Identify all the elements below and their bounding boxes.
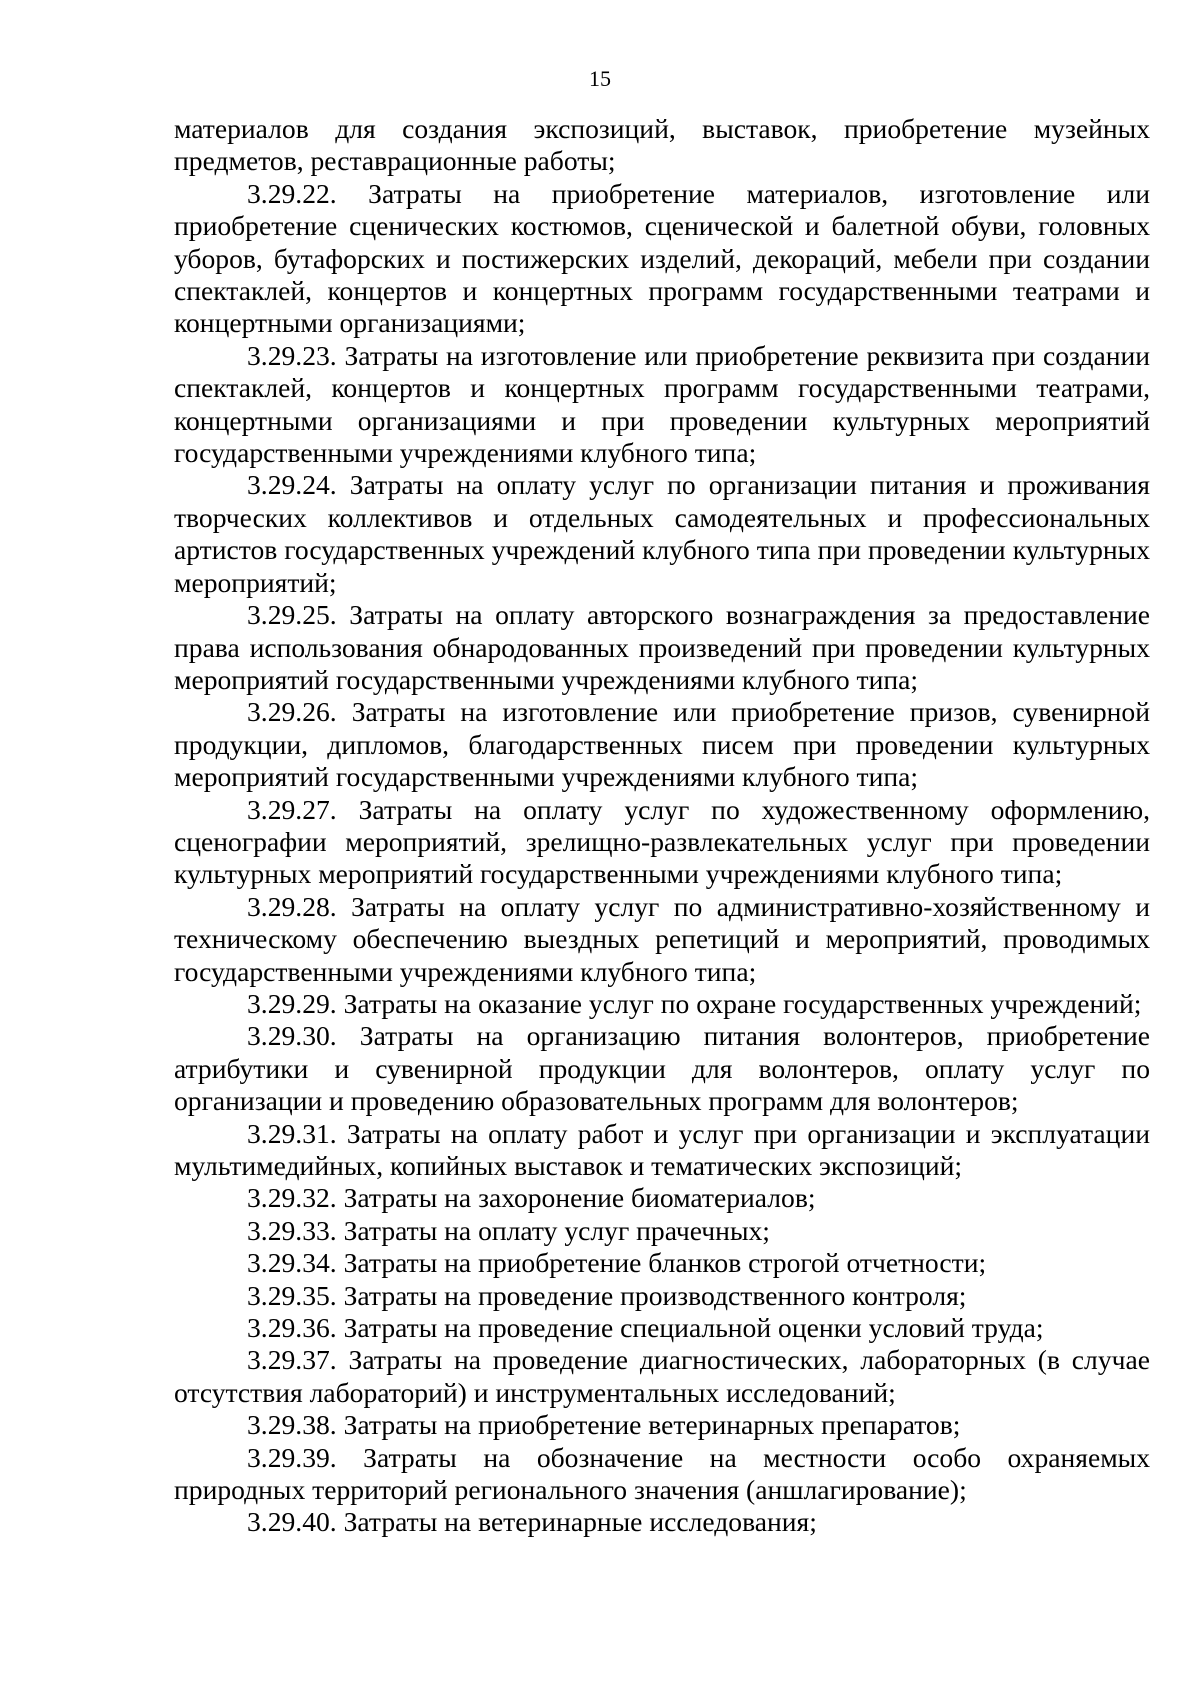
clause-3-29-34: 3.29.34. Затраты на приобретение бланков строгой отчетности; (247, 1247, 987, 1279)
clause-3-29-23: 3.29.23. Затраты на изготовление или приобретение реквизита при создании спектаклей, концертов и концертных программ государственными театрами, концертными организациями и при проведении культурных мероприятий государственными учреждениями клубного типа; (174, 339, 1150, 469)
paragraph-continuation: материалов для создания экспозиций, выставок, приобретение музейных предметов, реставрационные работы; (174, 113, 1150, 177)
clause-3-29-39: 3.29.39. Затраты на обозначение на местности особо охраняемых природных территорий регионального значения (аншлагирование); (174, 1441, 1150, 1506)
clause-3-29-25: 3.29.25. Затраты на оплату авторского вознаграждения за предоставление права использования обнародованных произведений при проведении культурных мероприятий государственными учреждениями клубного типа; (174, 599, 1150, 695)
clause-3-29-36: 3.29.36. Затраты на проведение специальной оценки условий труда; (247, 1312, 1044, 1344)
clause-3-29-35: 3.29.35. Затраты на проведение производственного контроля; (247, 1279, 967, 1311)
clause-3-29-37: 3.29.37. Затраты на проведение диагностических, лабораторных (в случае отсутствия лабораторий) и инструментальных исследований; (174, 1344, 1150, 1408)
clause-3-29-32: 3.29.32. Затраты на захоронение биоматериалов; (247, 1182, 816, 1214)
clause-3-29-28: 3.29.28. Затраты на оплату услуг по административно-хозяйственному и техническому обеспечению выездных репетиций и мероприятий, проводимых государственными учреждениями клубного типа; (174, 890, 1150, 987)
clause-3-29-22: 3.29.22. Затраты на приобретение материалов, изготовление или приобретение сценических костюмов, сценической и балетной обуви, головных уборов, бутафорских и постижерских изделий, декораций, мебели при создании спектаклей, концертов и концертных программ государственными театрами и концертными организациями; (174, 177, 1150, 339)
clause-3-29-24: 3.29.24. Затраты на оплату услуг по организации питания и проживания творческих коллективов и отдельных самодеятельных и профессиональных артистов государственных учреждений клубного типа при проведении культурных мероприятий; (174, 469, 1150, 598)
clause-3-29-40: 3.29.40. Затраты на ветеринарные исследования; (247, 1506, 817, 1538)
clause-3-29-33: 3.29.33. Затраты на оплату услуг прачечных; (247, 1214, 770, 1246)
clause-3-29-29: 3.29.29. Затраты на оказание услуг по охране государственных учреждений; (247, 987, 1142, 1019)
clause-3-29-30: 3.29.30. Затраты на организацию питания волонтеров, приобретение атрибутики и сувенирной продукции для волонтеров, оплату услуг по организации и проведению образовательных программ для волонтеров; (174, 1020, 1150, 1117)
clause-3-29-38: 3.29.38. Затраты на приобретение ветеринарных препаратов; (247, 1409, 961, 1441)
page-number: 15 (589, 66, 611, 91)
document-body (174, 113, 1150, 1539)
clause-3-29-26: 3.29.26. Затраты на изготовление или приобретение призов, сувенирной продукции, дипломов, благодарственных писем при проведении культурных мероприятий государственными учреждениями клубного типа; (174, 696, 1150, 793)
clause-3-29-27: 3.29.27. Затраты на оплату услуг по художественному оформлению, сценографии мероприятий, зрелищно-развлекательных услуг при проведении культурных мероприятий государственными учреждениями клубного типа; (174, 793, 1150, 890)
clause-3-29-31: 3.29.31. Затраты на оплату работ и услуг при организации и эксплуатации мультимедийных, копийных выставок и тематических экспозиций; (174, 1117, 1150, 1181)
